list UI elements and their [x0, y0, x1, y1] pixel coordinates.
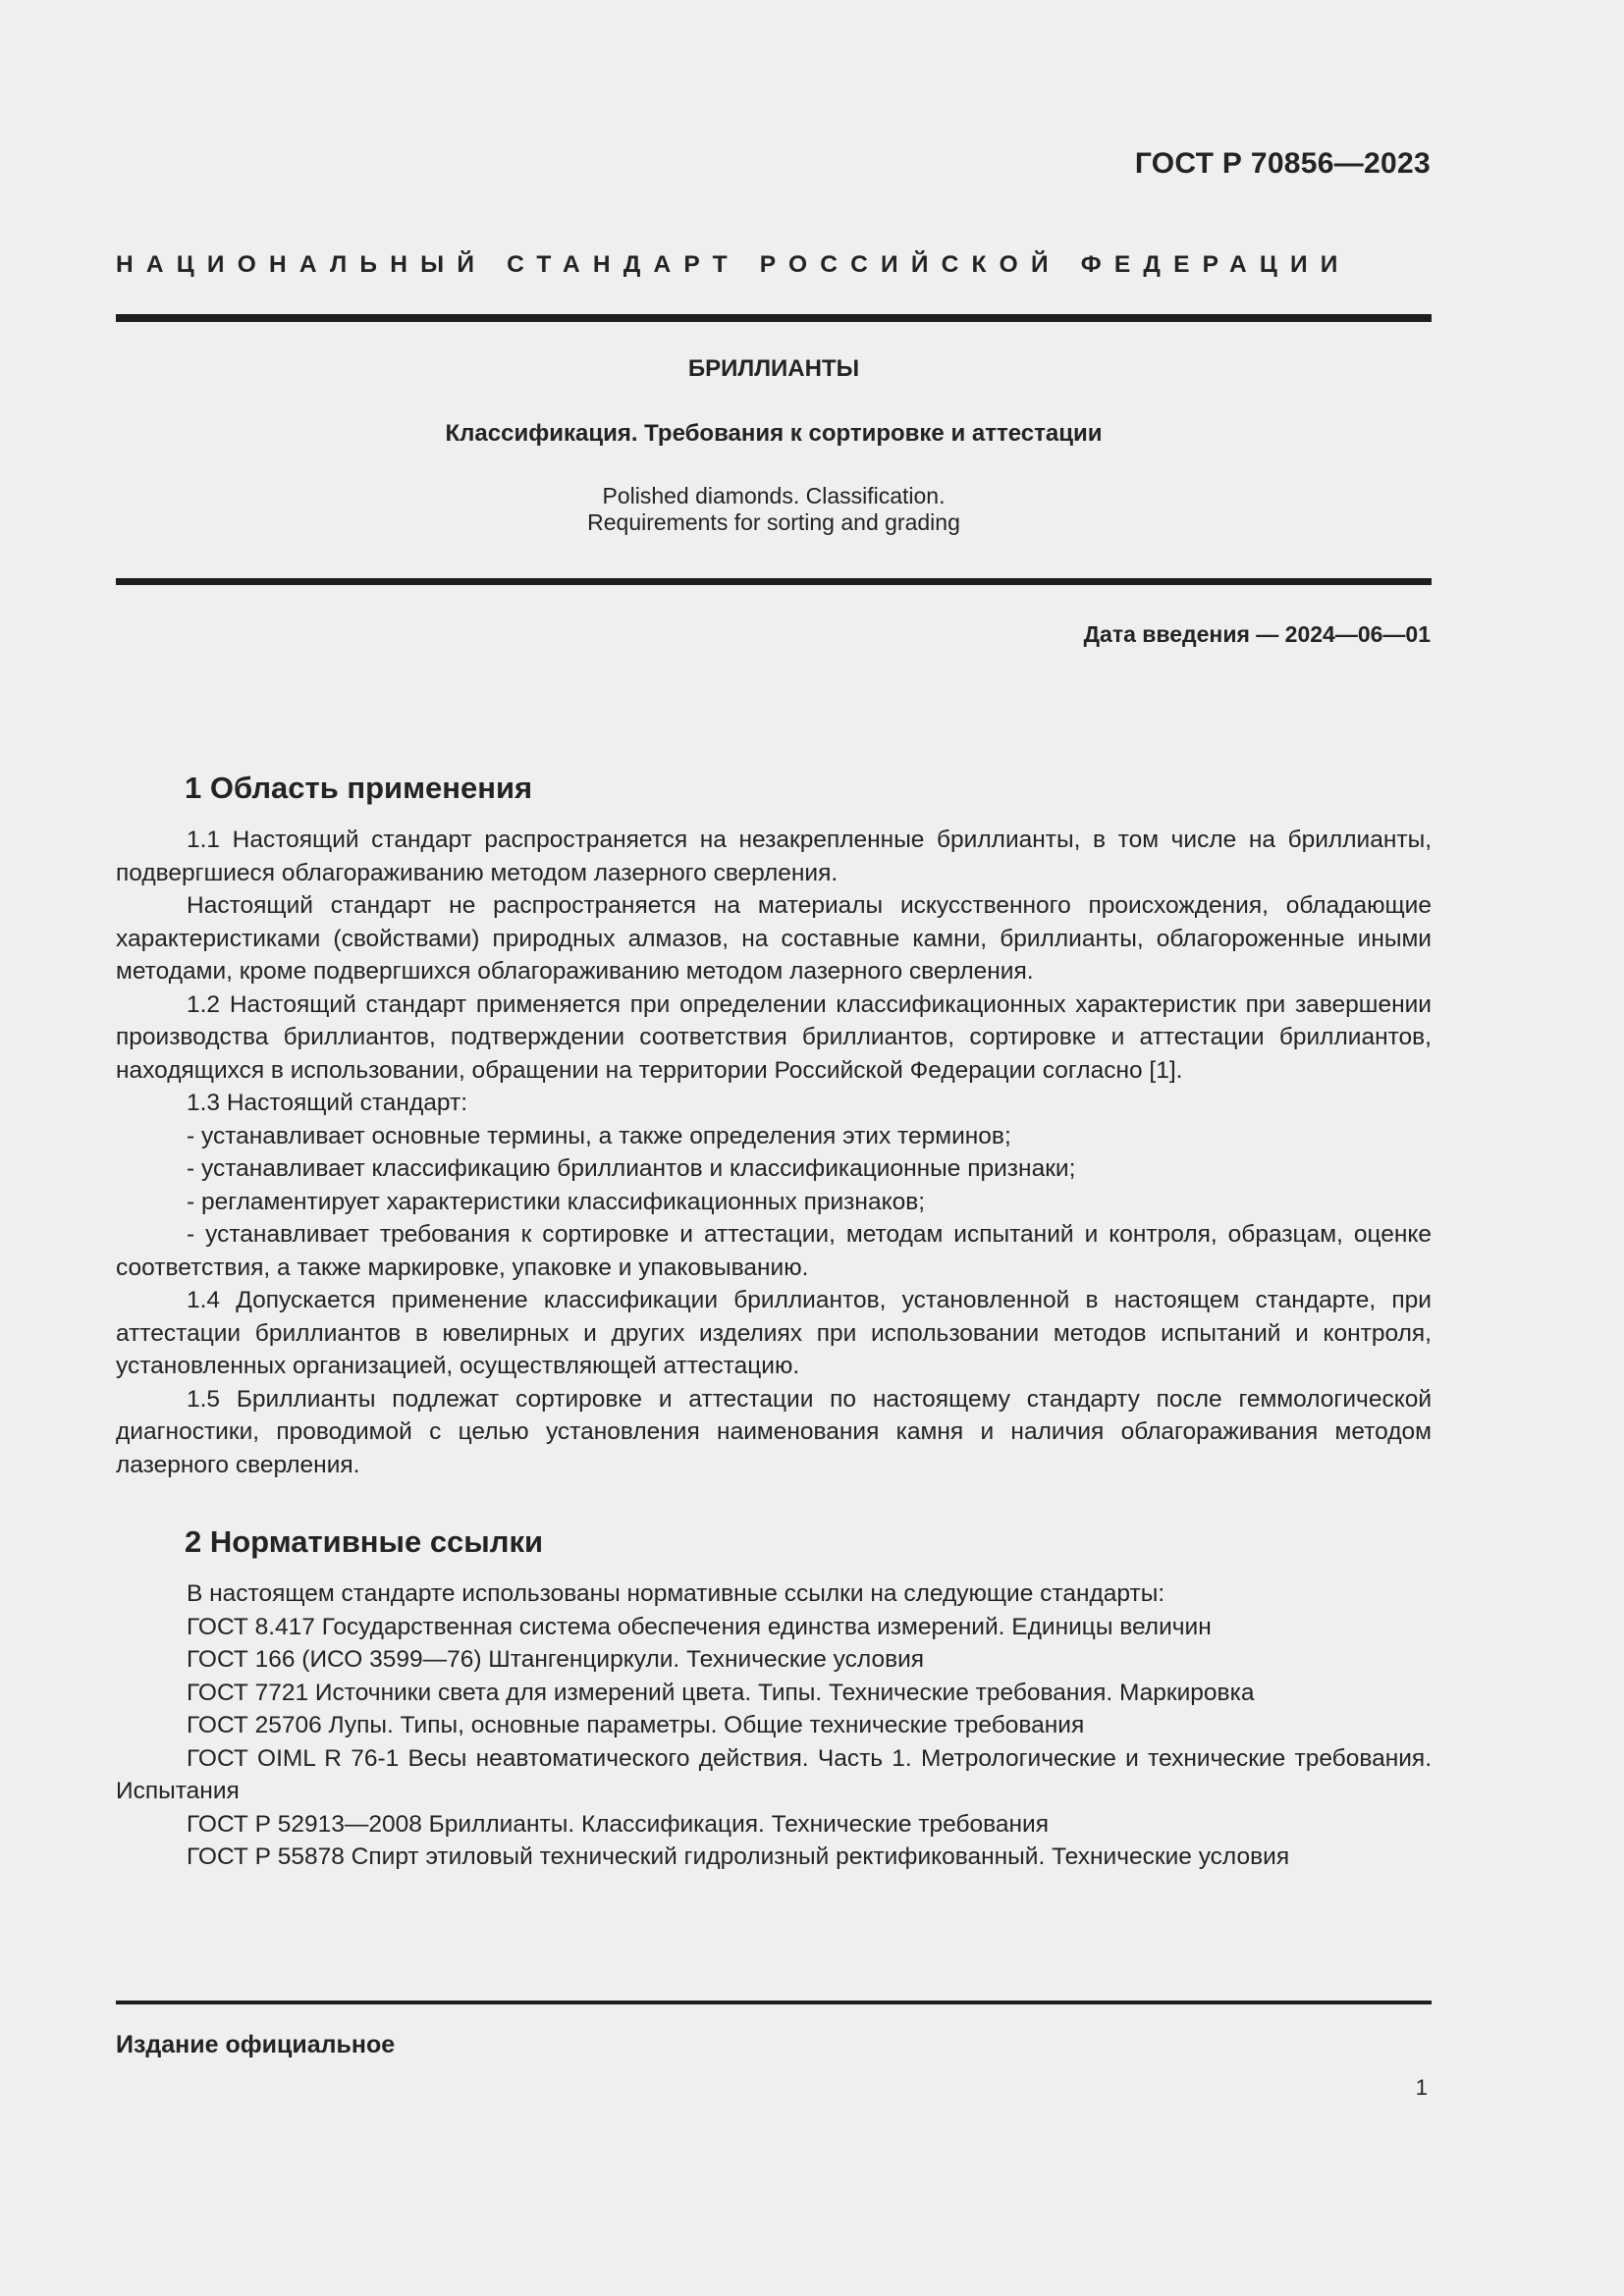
english-title-line-2: Requirements for sorting and grading [587, 509, 960, 535]
section-1-paragraph-3: 1.2 Настоящий стандарт применяется при определении классификационных характеристик при завершении производства бриллиантов, подтверждении соответствия бриллиантов, сортировке и аттестации бриллиантов, находящихся в использовании, обращении на территории Российской Федерации согласно [1]. [116, 990, 1432, 1084]
section-2-intro: В настоящем стандарте использованы нормативные ссылки на следующие стандарты: [187, 1580, 1165, 1607]
section-1-paragraph-6: 1.5 Бриллианты подлежат сортировке и аттестации по настоящему стандарту после геммологической диагностики, проводимой с целью установления наименования камня и наличия облагораживания методом лазерного сверления. [116, 1385, 1432, 1478]
normative-reference-7: ГОСТ Р 55878 Спирт этиловый технический гидролизный ректификованный. Технические условия [187, 1843, 1290, 1870]
section-1-paragraph-2: Настоящий стандарт не распространяется на материалы искусственного происхождения, обладающие характеристиками (свойствами) природных алмазов, на составные камни, бриллианты, облагороженные иными методами, кроме подвергшихся облагораживанию методом лазерного сверления. [116, 892, 1432, 985]
normative-reference-3: ГОСТ 7721 Источники света для измерений цвета. Типы. Технические требования. Маркировка [187, 1679, 1255, 1706]
english-title [116, 483, 1432, 536]
standard-type-heading: НАЦИОНАЛЬНЫЙ СТАНДАРТ РОССИЙСКОЙ ФЕДЕРАЦИИ [116, 251, 1351, 278]
section-1-paragraph-1: 1.1 Настоящий стандарт распространяется на незакрепленные бриллианты, в том числе на бриллианты, подвергшиеся облагораживанию методом лазерного сверления. [116, 827, 1432, 886]
section-2-heading: 2 Нормативные ссылки [185, 1524, 544, 1559]
document-subtitle: Классификация. Требования к сортировке и аттестации [445, 420, 1103, 447]
section-1-paragraph-5: 1.4 Допускается применение классификации бриллиантов, установленной в настоящем стандарте, при аттестации бриллиантов в ювелирных и других изделиях при использовании методов испытаний и контроля, установленных организацией, осуществляющей аттестацию. [116, 1287, 1432, 1379]
section-1-list-item-3: - регламентирует характеристики классификационных признаков; [187, 1188, 926, 1215]
section-1-list-item-2: - устанавливает классификацию бриллиантов и классификационные признаки; [187, 1155, 1076, 1182]
footer-divider [116, 2001, 1432, 2004]
official-edition-label: Издание официальное [116, 2031, 396, 2058]
normative-reference-2: ГОСТ 166 (ИСО 3599—76) Штангенциркули. Технические условия [187, 1646, 925, 1673]
page-number: 1 [1415, 2075, 1428, 2100]
normative-reference-1: ГОСТ 8.417 Государственная система обеспечения единства измерений. Единицы величин [187, 1613, 1212, 1640]
title-divider [116, 578, 1432, 585]
normative-reference-5: ГОСТ OIML R 76-1 Весы неавтоматического действия. Часть 1. Метрологические и технические требования. Испытания [116, 1744, 1432, 1804]
top-divider [116, 314, 1432, 322]
section-1-list-item-1: - устанавливает основные термины, а также определения этих терминов; [187, 1122, 1011, 1149]
document-title: БРИЛЛИАНТЫ [687, 355, 860, 382]
section-1-list-item-4: - устанавливает требования к сортировке и аттестации, методам испытаний и контроля, образцам, оценке соответствия, а также маркировке, упаковке и упаковыванию. [116, 1221, 1432, 1281]
section-1-paragraph-4: 1.3 Настоящий стандарт: [187, 1090, 467, 1116]
english-title-line-1: Polished diamonds. Classification. [602, 483, 946, 508]
normative-reference-6: ГОСТ Р 52913—2008 Бриллианты. Классификация. Технические требования [187, 1810, 1049, 1838]
introduction-date: Дата введения — 2024—06—01 [1083, 621, 1431, 647]
normative-reference-4: ГОСТ 25706 Лупы. Типы, основные параметры. Общие технические требования [187, 1712, 1085, 1738]
document-number: ГОСТ Р 70856—2023 [1134, 147, 1431, 180]
document-content [116, 767, 1432, 1874]
section-1-heading: 1 Область применения [185, 771, 533, 805]
